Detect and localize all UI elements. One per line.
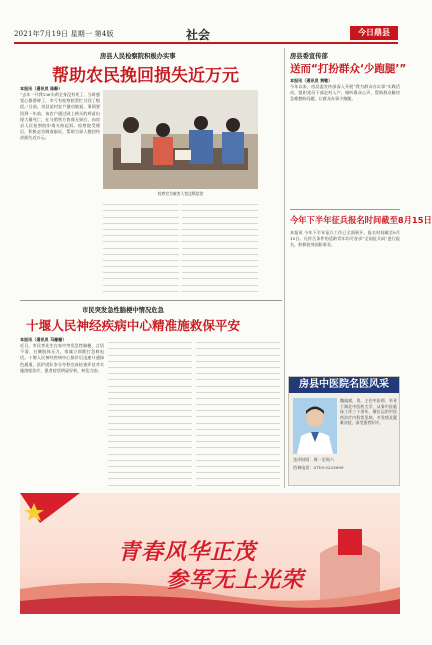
story1-body-col2 xyxy=(103,199,179,295)
story2-body-col3 xyxy=(196,337,280,487)
story3-lead: 今年以来，房县委宣传部深入开展“我为群众办实事”实践活动，组织党员干部走村入户，倾听群众心声，帮助群众解决急难愁盼问题，让群众办事少跑腿。 xyxy=(290,84,400,102)
story4-lead: 本报讯 今年下半年征兵工作已全面展开，报名时间截至8月15日。凡符合条件的适龄青年均可登录“全国征兵网”进行报名，积极投身国防事业。 xyxy=(290,230,400,248)
story3-kicker: 房县委宣传部 xyxy=(290,53,328,60)
section-title: 社会 xyxy=(186,28,211,42)
doctor-intro: 魏迪斌，男，主任中医师，毕业于湖北中医药大学，从事中医临床工作三十余年，擅长运用中医药治疗内科常见病、多发病及疑难杂症，深受患者好评。 xyxy=(340,398,397,426)
banner-line2: 参军无上光荣 xyxy=(166,568,305,593)
paper-logo: 今日鼎县 xyxy=(350,26,398,40)
story1-photo-caption: 检察官为被害人宽送赔偿款 xyxy=(157,191,204,196)
story3-body xyxy=(290,78,400,208)
banner-line1: 青春风华正茂 xyxy=(118,540,257,565)
story3-headline: 送而“打扮群众‘少跑腿’” xyxy=(290,63,407,75)
masthead xyxy=(14,27,398,44)
column-rule xyxy=(284,48,285,488)
doctor-portrait xyxy=(293,398,337,454)
photo-illustration xyxy=(103,90,258,189)
doctor-phone: 咨询电话：0719-3223099 xyxy=(293,465,344,470)
story2-kicker: 市民突发急性脑梗中情况危急 xyxy=(82,307,164,314)
story3-byline: 本报讯（通讯员 贾敏） xyxy=(290,78,333,83)
doctor-box-title: 房县中医院名医风采 xyxy=(289,377,399,393)
doctor-schedule: 坐诊时间：周一至周六 xyxy=(293,457,334,462)
story1-byline: 本报讯（通讯员 陈静） xyxy=(20,86,63,91)
story1-lead: “去年一开我136头鸡全身没有死了，当时感觉心都要碎了，幸亏有检察院帮忙讨回了赔偿。”日前，房县某村农户激动地说。事情要回到一年前，该农户通过网上购买的鸡苗出现大量死亡，在与销售方协商无果后，向房县人民检察院申请支持起诉。检察院受理后，积极走访调查取证，帮助当事人挽回经济损失近万元。 xyxy=(20,92,100,141)
doctor-portrait-icon xyxy=(293,398,337,454)
story3-rule xyxy=(290,209,400,210)
story2-lead: 近日，市民李先生在家中突发急性脑梗，言语不清、右侧肢体无力，家属立即拨打急救电话。十堰人民神经疾病中心接诊后迅速开通绿色通道，医护团队争分夺秒完成检查评估并实施溶栓治疗，患者症状明显好转，转危为安。 xyxy=(20,343,104,373)
story2-body-col2 xyxy=(108,337,192,487)
recruitment-banner xyxy=(20,493,400,614)
story1-body-col1 xyxy=(20,86,100,296)
doctor-profile-box xyxy=(288,376,400,486)
issue-date: 2021年7月19日 星期一 第4版 xyxy=(14,30,114,38)
story1-body-col3 xyxy=(182,199,258,295)
story2-byline: 本报讯（通讯员 马姗姗） xyxy=(20,337,67,342)
story1-headline: 帮助农民挽回损失近万元 xyxy=(52,66,239,86)
story2-body-col1 xyxy=(20,337,104,487)
story1-photo xyxy=(103,90,258,189)
story4-headline: 今年下半年征兵报名时间截至8月15日 xyxy=(290,215,432,225)
section-rule xyxy=(20,300,282,301)
story2-headline: 十堰人民神经疾病中心精准施救保平安 xyxy=(26,318,241,333)
story1-kicker: 房县人民检察院积极办实事 xyxy=(100,53,176,60)
